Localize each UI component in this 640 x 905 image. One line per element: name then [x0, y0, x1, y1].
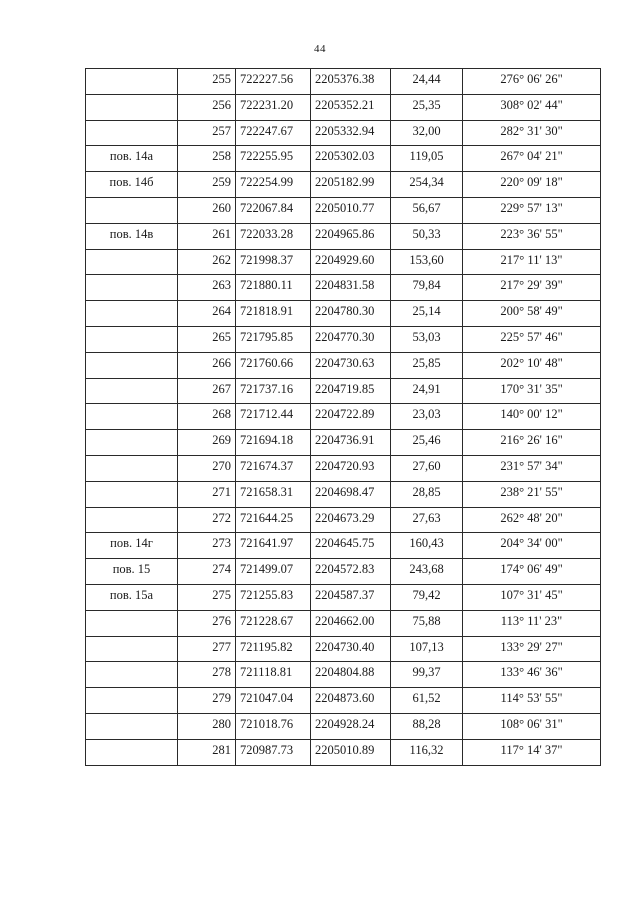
- table-row: [86, 455, 601, 481]
- length-cell: 25,85: [391, 352, 463, 378]
- x-coordinate-cell: 722247.67: [236, 120, 311, 146]
- y-coordinate-cell: 2204831.58: [311, 275, 391, 301]
- table-row: [86, 584, 601, 610]
- bearing-angle-cell: 140° 00' 12": [463, 404, 601, 430]
- table-row: [86, 249, 601, 275]
- turn-label-cell: [86, 430, 178, 456]
- turn-label-cell: [86, 326, 178, 352]
- bearing-angle-cell: 108° 06' 31": [463, 713, 601, 739]
- table-row: [86, 481, 601, 507]
- length-cell: 119,05: [391, 146, 463, 172]
- x-coordinate-cell: 721712.44: [236, 404, 311, 430]
- point-number-cell: 262: [178, 249, 236, 275]
- turn-label-cell: [86, 120, 178, 146]
- bearing-angle-cell: 202° 10' 48": [463, 352, 601, 378]
- y-coordinate-cell: 2204587.37: [311, 584, 391, 610]
- table-row: [86, 197, 601, 223]
- bearing-angle-cell: 217° 29' 39": [463, 275, 601, 301]
- turn-label-cell: [86, 713, 178, 739]
- table-row: [86, 146, 601, 172]
- x-coordinate-cell: 721795.85: [236, 326, 311, 352]
- length-cell: 254,34: [391, 172, 463, 198]
- x-coordinate-cell: 721760.66: [236, 352, 311, 378]
- y-coordinate-cell: 2205010.89: [311, 739, 391, 765]
- point-number-cell: 256: [178, 94, 236, 120]
- length-cell: 24,91: [391, 378, 463, 404]
- length-cell: 32,00: [391, 120, 463, 146]
- y-coordinate-cell: 2205182.99: [311, 172, 391, 198]
- table-row: [86, 662, 601, 688]
- bearing-angle-cell: 308° 02' 44": [463, 94, 601, 120]
- bearing-angle-cell: 276° 06' 26": [463, 69, 601, 95]
- y-coordinate-cell: 2204722.89: [311, 404, 391, 430]
- bearing-angle-cell: 267° 04' 21": [463, 146, 601, 172]
- point-number-cell: 279: [178, 688, 236, 714]
- y-coordinate-cell: 2204730.40: [311, 636, 391, 662]
- y-coordinate-cell: 2204572.83: [311, 559, 391, 585]
- y-coordinate-cell: 2204720.93: [311, 455, 391, 481]
- table-row: [86, 404, 601, 430]
- bearing-angle-cell: 170° 31' 35": [463, 378, 601, 404]
- x-coordinate-cell: 722255.95: [236, 146, 311, 172]
- turn-label-cell: пов. 15а: [86, 584, 178, 610]
- point-number-cell: 255: [178, 69, 236, 95]
- turn-label-cell: пов. 14а: [86, 146, 178, 172]
- point-number-cell: 257: [178, 120, 236, 146]
- bearing-angle-cell: 113° 11' 23": [463, 610, 601, 636]
- turn-label-cell: [86, 352, 178, 378]
- bearing-angle-cell: 282° 31' 30": [463, 120, 601, 146]
- x-coordinate-cell: 722227.56: [236, 69, 311, 95]
- y-coordinate-cell: 2204780.30: [311, 301, 391, 327]
- point-number-cell: 261: [178, 223, 236, 249]
- length-cell: 25,46: [391, 430, 463, 456]
- bearing-angle-cell: 133° 29' 27": [463, 636, 601, 662]
- x-coordinate-cell: 721255.83: [236, 584, 311, 610]
- length-cell: 160,43: [391, 533, 463, 559]
- y-coordinate-cell: 2204928.24: [311, 713, 391, 739]
- point-number-cell: 277: [178, 636, 236, 662]
- x-coordinate-cell: 722254.99: [236, 172, 311, 198]
- turn-label-cell: [86, 94, 178, 120]
- turn-label-cell: пов. 15: [86, 559, 178, 585]
- turn-label-cell: [86, 507, 178, 533]
- x-coordinate-cell: 721818.91: [236, 301, 311, 327]
- length-cell: 27,60: [391, 455, 463, 481]
- table-row: [86, 739, 601, 765]
- turn-label-cell: пов. 14б: [86, 172, 178, 198]
- length-cell: 99,37: [391, 662, 463, 688]
- point-number-cell: 272: [178, 507, 236, 533]
- y-coordinate-cell: 2205302.03: [311, 146, 391, 172]
- table-row: [86, 559, 601, 585]
- y-coordinate-cell: 2205376.38: [311, 69, 391, 95]
- y-coordinate-cell: 2205010.77: [311, 197, 391, 223]
- y-coordinate-cell: 2204645.75: [311, 533, 391, 559]
- table-row: [86, 378, 601, 404]
- y-coordinate-cell: 2205352.21: [311, 94, 391, 120]
- bearing-angle-cell: 174° 06' 49": [463, 559, 601, 585]
- x-coordinate-cell: 720987.73: [236, 739, 311, 765]
- x-coordinate-cell: 721658.31: [236, 481, 311, 507]
- bearing-angle-cell: 223° 36' 55": [463, 223, 601, 249]
- length-cell: 116,32: [391, 739, 463, 765]
- y-coordinate-cell: 2205332.94: [311, 120, 391, 146]
- point-number-cell: 271: [178, 481, 236, 507]
- y-coordinate-cell: 2204770.30: [311, 326, 391, 352]
- table-row: [86, 533, 601, 559]
- y-coordinate-cell: 2204662.00: [311, 610, 391, 636]
- y-coordinate-cell: 2204965.86: [311, 223, 391, 249]
- length-cell: 243,68: [391, 559, 463, 585]
- bearing-angle-cell: 225° 57' 46": [463, 326, 601, 352]
- length-cell: 25,35: [391, 94, 463, 120]
- point-number-cell: 275: [178, 584, 236, 610]
- table-row: [86, 275, 601, 301]
- turn-label-cell: [86, 610, 178, 636]
- turn-label-cell: [86, 301, 178, 327]
- table-row: [86, 69, 601, 95]
- table-row: [86, 610, 601, 636]
- point-number-cell: 266: [178, 352, 236, 378]
- x-coordinate-cell: 721195.82: [236, 636, 311, 662]
- turn-label-cell: [86, 481, 178, 507]
- length-cell: 79,42: [391, 584, 463, 610]
- point-number-cell: 265: [178, 326, 236, 352]
- y-coordinate-cell: 2204719.85: [311, 378, 391, 404]
- point-number-cell: 274: [178, 559, 236, 585]
- x-coordinate-cell: 721047.04: [236, 688, 311, 714]
- turn-label-cell: [86, 455, 178, 481]
- point-number-cell: 269: [178, 430, 236, 456]
- y-coordinate-cell: 2204804.88: [311, 662, 391, 688]
- turn-label-cell: [86, 275, 178, 301]
- y-coordinate-cell: 2204929.60: [311, 249, 391, 275]
- length-cell: 28,85: [391, 481, 463, 507]
- point-number-cell: 267: [178, 378, 236, 404]
- bearing-angle-cell: 204° 34' 00": [463, 533, 601, 559]
- length-cell: 75,88: [391, 610, 463, 636]
- x-coordinate-cell: 721499.07: [236, 559, 311, 585]
- x-coordinate-cell: 721674.37: [236, 455, 311, 481]
- coordinates-table: [85, 68, 601, 766]
- length-cell: 50,33: [391, 223, 463, 249]
- turn-label-cell: пов. 14г: [86, 533, 178, 559]
- point-number-cell: 278: [178, 662, 236, 688]
- table-row: [86, 223, 601, 249]
- turn-label-cell: [86, 404, 178, 430]
- length-cell: 61,52: [391, 688, 463, 714]
- point-number-cell: 260: [178, 197, 236, 223]
- x-coordinate-cell: 722067.84: [236, 197, 311, 223]
- coordinates-table-body: [86, 69, 601, 766]
- point-number-cell: 258: [178, 146, 236, 172]
- bearing-angle-cell: 217° 11' 13": [463, 249, 601, 275]
- turn-label-cell: [86, 636, 178, 662]
- point-number-cell: 273: [178, 533, 236, 559]
- bearing-angle-cell: 220° 09' 18": [463, 172, 601, 198]
- bearing-angle-cell: 229° 57' 13": [463, 197, 601, 223]
- point-number-cell: 281: [178, 739, 236, 765]
- point-number-cell: 263: [178, 275, 236, 301]
- y-coordinate-cell: 2204673.29: [311, 507, 391, 533]
- bearing-angle-cell: 231° 57' 34": [463, 455, 601, 481]
- x-coordinate-cell: 721118.81: [236, 662, 311, 688]
- x-coordinate-cell: 721644.25: [236, 507, 311, 533]
- turn-label-cell: [86, 662, 178, 688]
- table-row: [86, 507, 601, 533]
- turn-label-cell: [86, 739, 178, 765]
- length-cell: 56,67: [391, 197, 463, 223]
- length-cell: 79,84: [391, 275, 463, 301]
- table-row: [86, 713, 601, 739]
- turn-label-cell: [86, 249, 178, 275]
- turn-label-cell: [86, 688, 178, 714]
- length-cell: 53,03: [391, 326, 463, 352]
- page-number: 44: [314, 43, 326, 55]
- point-number-cell: 270: [178, 455, 236, 481]
- table-row: [86, 94, 601, 120]
- bearing-angle-cell: 133° 46' 36": [463, 662, 601, 688]
- point-number-cell: 276: [178, 610, 236, 636]
- bearing-angle-cell: 117° 14' 37": [463, 739, 601, 765]
- point-number-cell: 268: [178, 404, 236, 430]
- turn-label-cell: пов. 14в: [86, 223, 178, 249]
- x-coordinate-cell: 721998.37: [236, 249, 311, 275]
- point-number-cell: 264: [178, 301, 236, 327]
- y-coordinate-cell: 2204730.63: [311, 352, 391, 378]
- bearing-angle-cell: 114° 53' 55": [463, 688, 601, 714]
- x-coordinate-cell: 722033.28: [236, 223, 311, 249]
- length-cell: 107,13: [391, 636, 463, 662]
- point-number-cell: 280: [178, 713, 236, 739]
- table-row: [86, 688, 601, 714]
- table-row: [86, 326, 601, 352]
- x-coordinate-cell: 722231.20: [236, 94, 311, 120]
- bearing-angle-cell: 107° 31' 45": [463, 584, 601, 610]
- table-row: [86, 120, 601, 146]
- x-coordinate-cell: 721641.97: [236, 533, 311, 559]
- length-cell: 88,28: [391, 713, 463, 739]
- turn-label-cell: [86, 378, 178, 404]
- point-number-cell: 259: [178, 172, 236, 198]
- table-row: [86, 301, 601, 327]
- x-coordinate-cell: 721018.76: [236, 713, 311, 739]
- x-coordinate-cell: 721694.18: [236, 430, 311, 456]
- x-coordinate-cell: 721880.11: [236, 275, 311, 301]
- y-coordinate-cell: 2204698.47: [311, 481, 391, 507]
- table-row: [86, 430, 601, 456]
- length-cell: 27,63: [391, 507, 463, 533]
- length-cell: 24,44: [391, 69, 463, 95]
- table-row: [86, 352, 601, 378]
- y-coordinate-cell: 2204736.91: [311, 430, 391, 456]
- table-row: [86, 172, 601, 198]
- length-cell: 153,60: [391, 249, 463, 275]
- bearing-angle-cell: 238° 21' 55": [463, 481, 601, 507]
- bearing-angle-cell: 200° 58' 49": [463, 301, 601, 327]
- x-coordinate-cell: 721228.67: [236, 610, 311, 636]
- x-coordinate-cell: 721737.16: [236, 378, 311, 404]
- turn-label-cell: [86, 197, 178, 223]
- turn-label-cell: [86, 69, 178, 95]
- length-cell: 25,14: [391, 301, 463, 327]
- length-cell: 23,03: [391, 404, 463, 430]
- bearing-angle-cell: 216° 26' 16": [463, 430, 601, 456]
- y-coordinate-cell: 2204873.60: [311, 688, 391, 714]
- table-row: [86, 636, 601, 662]
- bearing-angle-cell: 262° 48' 20": [463, 507, 601, 533]
